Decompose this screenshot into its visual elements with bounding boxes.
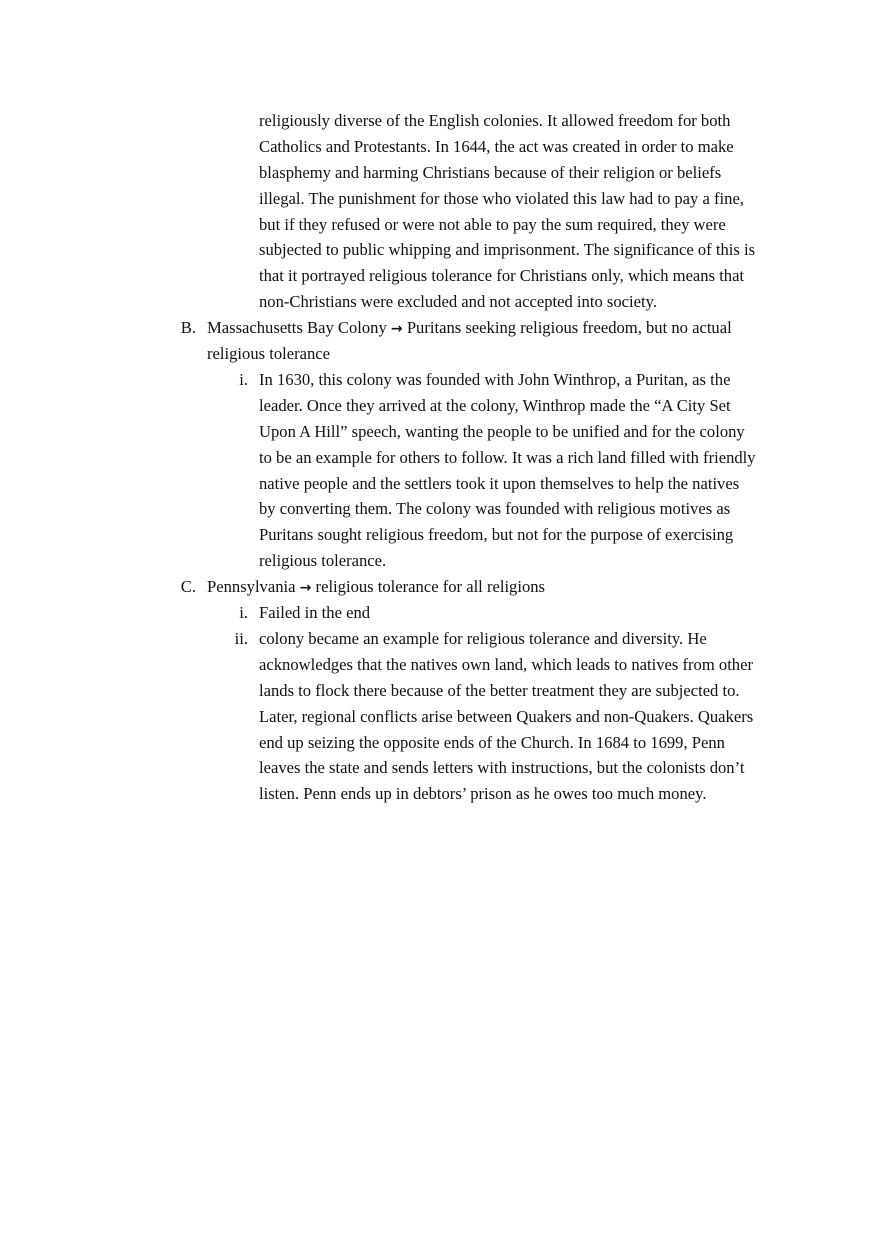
- paragraph-line: by converting them. The colony was founded with religious motives as: [259, 499, 731, 519]
- paragraph-line: native people and the settlers took it upon themselves to help the natives: [259, 473, 740, 493]
- section-c-item-ii: [259, 626, 789, 807]
- continuation-paragraph: [259, 108, 789, 315]
- paragraph-line: illegal. The punishment for those who violated this law had to pay a fine,: [259, 188, 744, 208]
- section-c-marker: C.: [180, 577, 196, 596]
- paragraph-line: blasphemy and harming Christians because of their religion or beliefs: [259, 162, 722, 182]
- paragraph-line: lands to flock there because of the better treatment they are subjected to.: [259, 680, 740, 700]
- section-c-item-i-marker: i.: [239, 603, 248, 622]
- section-c-heading-line1: [207, 574, 545, 600]
- section-b-title-rest: Puritans seeking religious freedom, but no actual: [406, 318, 732, 337]
- paragraph-line: listen. Penn ends up in debtors’ prison as he owes too much money.: [259, 784, 707, 804]
- paragraph-line: but if they refused or were not able to pay the sum required, they were: [259, 214, 726, 234]
- paragraph-line: Later, regional conflicts arise between Quakers and non-Quakers. Quakers: [259, 706, 754, 726]
- section-b-title: Massachusetts Bay Colony: [207, 318, 387, 337]
- section-b-heading-line1: [207, 315, 732, 341]
- paragraph-line: subjected to public whipping and imprisonment. The significance of this is: [259, 240, 756, 260]
- section-b-item-i: [259, 367, 789, 574]
- paragraph-line: Upon A Hill” speech, wanting the people to be unified and for the colony: [259, 421, 745, 441]
- paragraph-line: religiously diverse of the English colonies. It allowed freedom for both: [259, 111, 731, 130]
- section-c-title-rest: religious tolerance for all religions: [315, 577, 546, 596]
- arrow-right-icon: →: [390, 321, 403, 337]
- paragraph-line: Puritans sought religious freedom, but not for the purpose of exercising: [259, 525, 734, 545]
- paragraph-line: leaves the state and sends letters with instructions, but the colonists don’t: [259, 758, 745, 778]
- paragraph-line: to be an example for others to follow. It was a rich land filled with friendly: [259, 447, 756, 467]
- section-c-heading: [207, 574, 545, 600]
- arrow-right-icon: →: [299, 580, 312, 596]
- paragraph-line: religious tolerance.: [259, 551, 387, 571]
- paragraph-line: end up seizing the opposite ends of the Church. In 1684 to 1699, Penn: [259, 732, 725, 752]
- paragraph-line: non-Christians were excluded and not accepted into society.: [259, 292, 657, 312]
- paragraph-line: colony became an example for religious tolerance and diversity. He: [259, 629, 707, 648]
- section-b-heading-line2: religious tolerance: [207, 343, 331, 363]
- section-c-title: Pennsylvania: [207, 577, 296, 596]
- section-c-item-ii-marker: ii.: [234, 629, 248, 648]
- section-c-item-i: [259, 600, 789, 626]
- section-b-marker: B.: [180, 318, 196, 337]
- paragraph-line: Catholics and Protestants. In 1644, the act was created in order to make: [259, 136, 734, 156]
- section-b-item-i-marker: i.: [239, 370, 248, 389]
- paragraph-line: that it portrayed religious tolerance for Christians only, which means that: [259, 266, 745, 286]
- paragraph-line: In 1630, this colony was founded with John Winthrop, a Puritan, as the: [259, 370, 731, 389]
- paragraph-line: leader. Once they arrived at the colony, Winthrop made the “A City Set: [259, 395, 731, 415]
- paragraph-line: acknowledges that the natives own land, which leads to natives from other: [259, 654, 753, 674]
- paragraph-line: Failed in the end: [259, 603, 371, 622]
- section-b-heading: [207, 315, 732, 367]
